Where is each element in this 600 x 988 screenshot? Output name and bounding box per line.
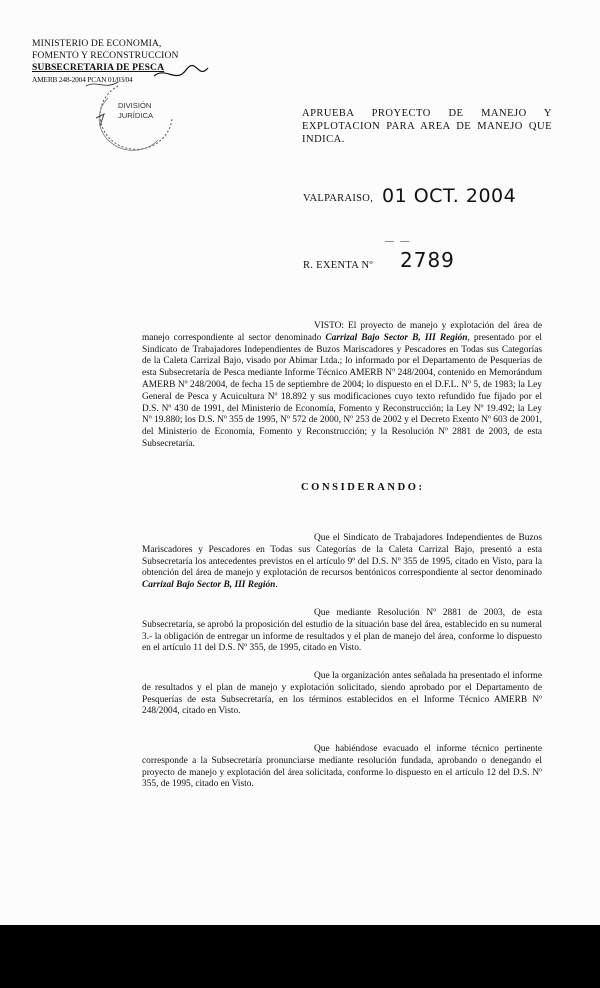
considerando-3-text: Que la organización antes señalada ha presentado el informe de resultados y el plan de manejo y explotación solicitado, siendo aprobado por el Departamento de Pesquerías de esta Subsecretaría, en los términos establecidos en el Informe Técnico AMERB Nº 248/2004, citado en Visto. [142,671,542,717]
considerando-paragraph-2 [142,608,542,655]
considerando-paragraph-3 [142,671,542,718]
document-subject: APRUEBA PROYECTO DE MANEJO Y EXPLOTACION PARA AREA DE MANEJO QUE INDICA. [302,108,552,145]
stamp-label [118,101,153,121]
stamp-line-1: DIVISIÓN [118,101,152,110]
visto-text-2: , presentado por el Sindicato de Trabajadores Independientes de Buzos Mariscadores y Pescadores en Todas sus Categorías de la Caleta Carrizal Bajo, visado por Abimar Ltda.; lo informado por el Departamento de Pesquerías de esta Subsecretaría de Pesca mediante Informe Técnico AMERB Nº 248/2004, contenido en Memorándum AMERB Nº 248/2004, de fecha 15 de septiembre de 2004; lo dispuesto en el D.F.L. Nº 5, de 1983; la Ley General de Pesca y Acuicultura Nº 18.892 y sus modificaciones cuyo texto refundido fue fijado por el D.S. Nº 430 de 1991, del Ministerio de Economía, Fomento y Reconstrucción; la Ley Nº 19.492; la Ley Nº 19.880; los D.S. Nº 355 de 1995, Nº 572 de 2000, Nº 253 de 2002 y el Decreto Exento Nº 603 de 2001, del Ministerio de Economía, Fomento y Reconstrucción; y la Resolución Nº 2881 de 2003, de esta Subsecretaría. [142,332,542,449]
visto-text-1: El proyecto de manejo y explotación del área de manejo correspondiente al sector denominado [142,321,542,343]
considerando-1-text-1: Que el Sindicato de Trabajadores Independientes de Buzos Mariscadores y Pescadores en Todas sus Categorías de la Caleta Carrizal Bajo, presentó a esta Subsecretaría los antecedentes previstos en el artículo 9º del D.S. Nº 355 de 1995, citado en Visto, para la obtención del área de manejo y explotación de recursos bentónicos correspondiente al sector denominado [142,533,542,579]
reference-line: AMERB 248-2004 PCAN 01/03/04 [32,75,133,84]
ministry-line-2: FOMENTO Y RECONSTRUCCION [32,50,179,61]
visto-emphasis: Carrizal Bajo Sector B, III Región [325,332,468,343]
considerando-2-text: Que mediante Resolución Nº 2881 de 2003, de esta Subsecretaría, se aprobó la proposición del estudio de la situación base del área, establecido en su numeral 3.- la obligación de entregar un informe de resultados y el plan de manejo del área, conforme lo dispuesto en el artículo 11 del D.S. Nº 355, de 1995, citado en Visto. [142,608,542,654]
visto-lead: VISTO: [314,321,345,331]
ministry-line-1: MINISTERIO DE ECONOMIA, [32,38,162,49]
considerando-heading: CONSIDERANDO: [301,482,425,493]
stamp-line-2: JURÍDICA [118,111,154,120]
date-label: VALPARAISO, [303,193,374,204]
resolution-dash: — — [385,236,412,246]
subsecretaria-line: SUBSECRETARIA DE PESCA [32,62,165,73]
resolution-number: 2789 [400,248,455,272]
resolution-label: R. EXENTA Nº [303,260,373,271]
date-stamp-value: 01 OCT. 2004 [382,185,517,207]
considerando-paragraph-4 [142,744,542,791]
considerando-1-emphasis: Carrizal Bajo Sector B, III Región [142,580,276,591]
considerando-4-text: Que habiéndose evacuado el informe técnico pertinente corresponde a la Subsecretaría pronunciarse mediante resolución fundada, aprobando o denegando el proyecto de manejo y explotación del área solicitada, conforme lo dispuesto en el artículo 12 del D.S. Nº 355, de 1995, citado en Visto. [142,744,542,790]
visto-paragraph [142,321,542,451]
scan-bottom-border [0,925,600,988]
considerando-1-text-2: . [275,580,278,591]
considerando-paragraph-1 [142,533,542,592]
